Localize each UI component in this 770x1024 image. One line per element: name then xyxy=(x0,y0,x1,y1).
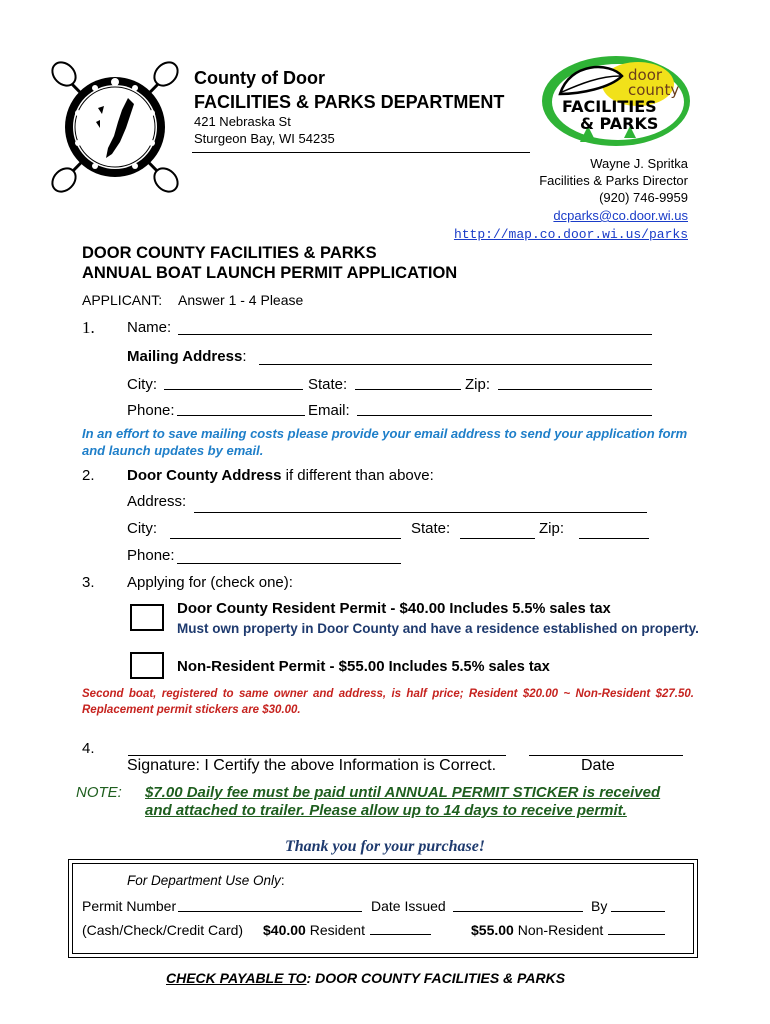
signature-label: Signature: I Certify the above Information is Correct. xyxy=(127,757,497,774)
mailing-address-field[interactable] xyxy=(259,364,652,365)
payment-types: (Cash/Check/Credit Card) xyxy=(82,922,244,938)
department-use-heading-colon: : xyxy=(280,873,285,888)
permit-number-field[interactable] xyxy=(178,911,362,912)
department-name: FACILITIES & PARKS DEPARTMENT xyxy=(194,92,505,112)
date-issued-label: Date Issued xyxy=(371,898,446,914)
logo-text-parks: & PARKS xyxy=(580,114,659,133)
nonresident-permit-label xyxy=(177,658,550,675)
director-title: Facilities & Parks Director xyxy=(539,173,688,188)
nonresident-amount: $55.00 xyxy=(471,922,514,938)
resident-permit-label xyxy=(177,600,611,617)
door-county-address-rest: if different than above: xyxy=(281,467,434,484)
department-use-heading-text: For Department Use Only xyxy=(127,873,281,888)
director-email-link[interactable]: dcparks@co.door.wi.us xyxy=(553,208,688,223)
applicant-label: APPLICANT: xyxy=(82,292,163,308)
signature-field[interactable] xyxy=(128,755,506,756)
city-field[interactable] xyxy=(164,389,303,390)
email-savings-note: In an effort to save mailing costs please provide your email address to send your application form and launch updates by email. xyxy=(82,426,688,458)
director-phone: (920) 746-9959 xyxy=(599,190,688,205)
name-field[interactable] xyxy=(178,334,652,335)
by-label: By xyxy=(591,898,608,914)
note-label: NOTE: xyxy=(76,784,122,801)
item-3-number: 3. xyxy=(82,574,95,591)
thank-you-message: Thank you for your purchase! xyxy=(284,838,486,855)
county-name: County of Door xyxy=(194,68,325,88)
form-title-line1: DOOR COUNTY FACILITIES & PARKS xyxy=(82,244,377,262)
mailing-address-label xyxy=(127,348,246,365)
item-4-number: 4. xyxy=(82,740,95,757)
applying-for-label: Applying for (check one): xyxy=(127,574,293,591)
phone2-field[interactable] xyxy=(177,563,401,564)
daily-fee-note-line2: and attached to trailer. Please allow up to 14 days to receive permit. xyxy=(145,802,627,819)
county-seal-logo xyxy=(50,58,180,194)
state-field[interactable] xyxy=(355,389,461,390)
email-label: Email: xyxy=(308,402,350,419)
logo-text-facilities: FACILITIES xyxy=(562,97,657,116)
resident-amount: $40.00 xyxy=(263,922,306,938)
resident-permit-checkbox[interactable] xyxy=(130,604,164,631)
resident-permit-bold: Door County Resident Permit - $40.00 xyxy=(177,600,446,617)
logo-text-county: county xyxy=(628,81,680,99)
nonresident-amount-field[interactable] xyxy=(608,934,665,935)
item-2-number: 2. xyxy=(82,467,95,484)
nonresident-permit-bold: Non-Resident Permit - $55.00 xyxy=(177,658,385,675)
door-county-address-bold: Door County Address xyxy=(127,467,282,484)
check-payable-recipient: : DOOR COUNTY FACILITIES & PARKS xyxy=(306,970,566,986)
email-field[interactable] xyxy=(357,415,652,416)
date-issued-field[interactable] xyxy=(453,911,583,912)
door-county-address-heading xyxy=(127,467,434,484)
zip2-field[interactable] xyxy=(579,538,649,539)
state2-field[interactable] xyxy=(460,538,535,539)
zip2-label: Zip: xyxy=(539,520,565,537)
address-label: Address: xyxy=(127,493,187,510)
zip-label: Zip: xyxy=(465,376,491,393)
phone2-label: Phone: xyxy=(127,547,175,564)
mailing-address-colon: : xyxy=(242,348,247,365)
header-divider xyxy=(192,152,530,153)
department-use-heading xyxy=(127,873,285,888)
by-field[interactable] xyxy=(611,911,665,912)
city2-field[interactable] xyxy=(170,538,401,539)
logo-text-door: door xyxy=(628,66,663,84)
nonresident-amount-label xyxy=(471,922,603,938)
resident-requirement-note: Must own property in Door County and have a residence established on property. xyxy=(177,621,699,636)
street-address: 421 Nebraska St xyxy=(194,114,291,129)
date-label: Date xyxy=(581,757,615,774)
name-label: Name: xyxy=(127,319,172,336)
city-state: Sturgeon Bay, WI 54235 xyxy=(194,131,335,146)
resident-amount-label xyxy=(263,922,365,938)
phone-field[interactable] xyxy=(177,415,305,416)
zip-field[interactable] xyxy=(498,389,652,390)
permit-number-label: Permit Number xyxy=(82,898,177,914)
nonresident-permit-tax: Includes 5.5% sales tax xyxy=(384,659,550,675)
city2-label: City: xyxy=(127,520,157,537)
state-label: State: xyxy=(308,376,348,393)
date-field[interactable] xyxy=(529,755,683,756)
daily-fee-note-line1: $7.00 Daily fee must be paid until ANNUAL PERMIT STICKER is received xyxy=(145,784,661,801)
nonresident-permit-checkbox[interactable] xyxy=(130,652,164,679)
parks-website-link[interactable]: http://map.co.door.wi.us/parks xyxy=(453,227,688,242)
resident-amount-field[interactable] xyxy=(370,934,431,935)
applicant-instruction: Answer 1 - 4 Please xyxy=(178,292,304,308)
resident-permit-tax: Includes 5.5% sales tax xyxy=(445,601,611,617)
check-payable-label: CHECK PAYABLE TO xyxy=(166,970,307,986)
director-name: Wayne J. Spritka xyxy=(590,156,688,171)
phone-label: Phone: xyxy=(127,402,175,419)
form-title-line2: ANNUAL BOAT LAUNCH PERMIT APPLICATION xyxy=(82,264,458,282)
second-boat-note: Second boat, registered to same owner and address, is half price; Resident $20.00 ~ Non-Resident $27.50. Replacement permit stickers are $30.00. xyxy=(82,688,694,716)
item-1-number: 1. xyxy=(82,318,95,337)
state2-label: State: xyxy=(411,520,451,537)
address-field[interactable] xyxy=(194,512,647,513)
city-label: City: xyxy=(127,376,157,393)
resident-amount-text: Resident xyxy=(305,922,365,938)
mailing-address-text: Mailing Address xyxy=(127,348,243,365)
check-payable-line xyxy=(166,970,565,986)
nonresident-amount-text: Non-Resident xyxy=(513,922,604,938)
